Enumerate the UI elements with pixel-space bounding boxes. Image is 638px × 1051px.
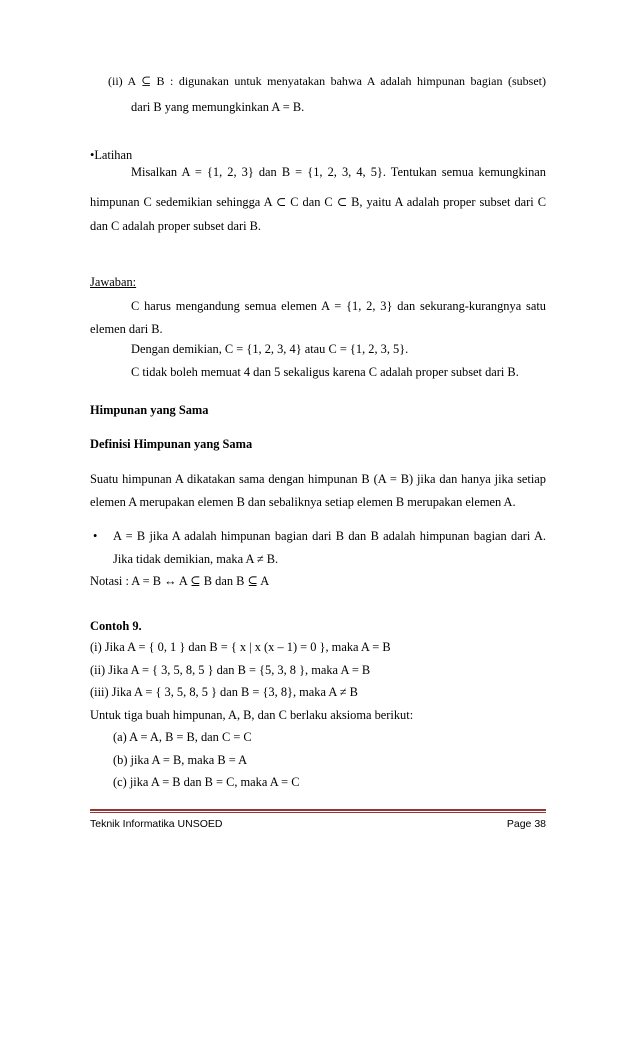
footer-page-number: Page 38 — [506, 818, 546, 830]
definition-line-1: Suatu himpunan A dikatakan sama dengan himpunan B (A = B) jika dan hanya jika setiap — [90, 472, 546, 486]
jawaban-line-3: Dengan demikian, C = {1, 2, 3, 4} atau C = {1, 2, 3, 5}. — [131, 342, 409, 356]
axiom-b: (b) jika A = B, maka B = A — [113, 753, 248, 767]
axiom-intro: Untuk tiga buah himpunan, A, B, dan C berlaku aksioma berikut: — [90, 708, 414, 722]
jawaban-heading: Jawaban: — [90, 275, 137, 289]
contoh-item-2: (ii) Jika A = { 3, 5, 8, 5 } dan B = {5, 3, 8 }, maka A = B — [90, 663, 371, 677]
definition-line-2: elemen A merupakan elemen B dan sebaliknya setiap elemen B merupakan elemen A. — [90, 495, 516, 509]
footer-rule-thin — [90, 812, 546, 813]
jawaban-line-1: C harus mengandung semua elemen A = {1, 2, 3} dan sekurang-kurangnya satu — [131, 299, 546, 313]
bullet-line-1: A = B jika A adalah himpunan bagian dari B dan B adalah himpunan bagian dari A. — [113, 529, 546, 543]
footer-left: Teknik Informatika UNSOED — [90, 818, 223, 830]
subset-def-line-2: dari B yang memungkinkan A = B. — [131, 100, 305, 114]
subset-def-line-1: (ii) A ⊆ B : digunakan untuk menyatakan bahwa A adalah himpunan bagian (subset) — [108, 74, 546, 88]
latihan-line-2: himpunan C sedemikian sehingga A ⊂ C dan C ⊂ B, yaitu A adalah proper subset dari C — [90, 195, 546, 209]
contoh-item-1: (i) Jika A = { 0, 1 } dan B = { x | x (x – 1) = 0 }, maka A = B — [90, 640, 391, 654]
contoh-item-3: (iii) Jika A = { 3, 5, 8, 5 } dan B = {3, 8}, maka A ≠ B — [90, 685, 358, 699]
bullet-symbol: • — [93, 529, 98, 543]
contoh-title: Contoh 9. — [90, 619, 142, 633]
axiom-a: (a) A = A, B = B, dan C = C — [113, 730, 252, 744]
latihan-line-3: dan C adalah proper subset dari B. — [90, 219, 262, 233]
section-title: Himpunan yang Sama — [90, 403, 209, 417]
notasi: Notasi : A = B ↔ A ⊆ B dan B ⊆ A — [90, 574, 270, 588]
jawaban-line-4: C tidak boleh memuat 4 dan 5 sekaligus karena C adalah proper subset dari B. — [131, 365, 519, 379]
axiom-c: (c) jika A = B dan B = C, maka A = C — [113, 775, 300, 789]
jawaban-line-2: elemen dari B. — [90, 322, 163, 336]
latihan-line-1: Misalkan A = {1, 2, 3} dan B = {1, 2, 3, 4, 5}. Tentukan semua kemungkinan — [131, 165, 546, 179]
latihan-heading: •Latihan — [90, 148, 133, 162]
bullet-line-2: Jika tidak demikian, maka A ≠ B. — [113, 552, 279, 566]
definition-title: Definisi Himpunan yang Sama — [90, 437, 253, 451]
footer-rule-thick — [90, 809, 546, 811]
